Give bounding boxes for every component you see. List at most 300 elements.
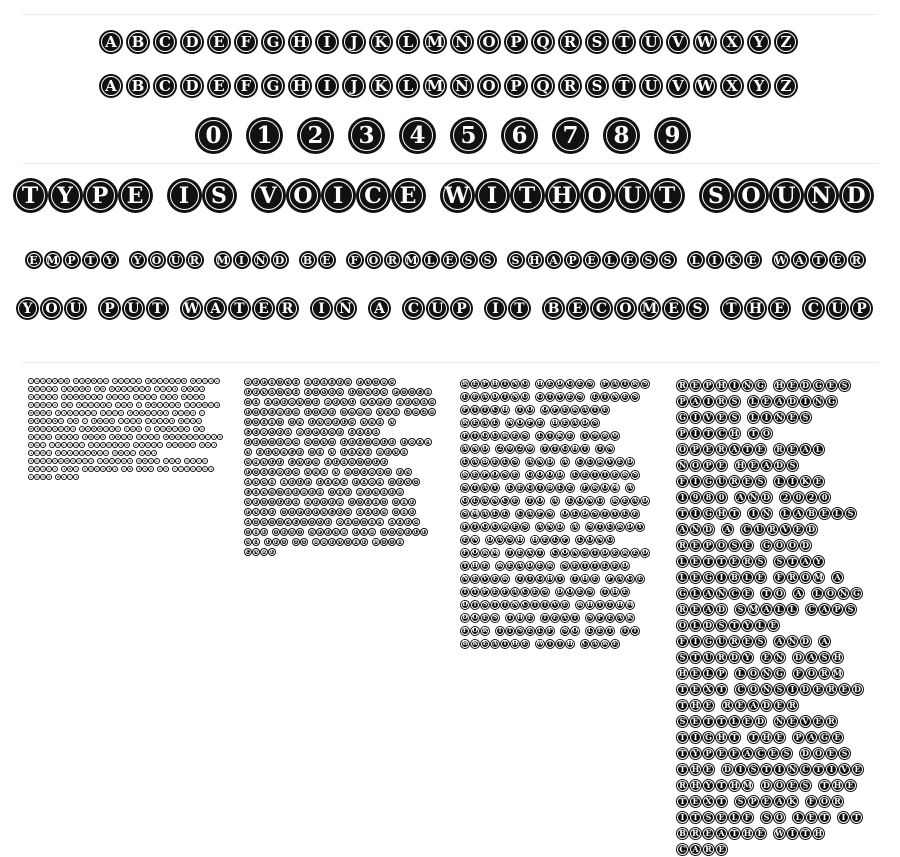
glyph-letter: S — [511, 253, 520, 267]
badge-glyph — [773, 459, 786, 472]
badge-glyph — [630, 392, 640, 402]
glyph-letter: O — [679, 620, 686, 630]
badge-glyph — [460, 251, 478, 269]
specimen-word — [112, 377, 142, 385]
glyph-letter: A — [262, 458, 266, 465]
badge-glyph — [480, 444, 490, 454]
glyph-letter: T — [56, 450, 60, 455]
badge-glyph — [480, 418, 490, 428]
badge-glyph — [676, 427, 689, 440]
glyph-letter: I — [78, 458, 80, 463]
specimen-word — [100, 409, 124, 417]
glyph-letter: L — [56, 410, 60, 415]
badge-glyph — [837, 587, 850, 600]
glyph-letter: H — [691, 700, 700, 710]
badge-glyph — [316, 418, 324, 426]
glyph-letter: K — [557, 431, 563, 439]
glyph-letter: T — [68, 418, 72, 423]
glyph-letter: L — [731, 716, 738, 726]
specimen-word — [460, 390, 530, 403]
glyph-letter: I — [178, 182, 190, 209]
glyph-letter: R — [828, 684, 835, 694]
glyph-letter: R — [301, 488, 307, 495]
glyph-letter: L — [731, 812, 738, 822]
glyph-letter: A — [158, 418, 162, 423]
glyph-letter: C — [737, 684, 744, 694]
glyph-letter: C — [718, 428, 725, 438]
glyph-letter: E — [98, 378, 102, 383]
specimen-word — [676, 665, 728, 681]
glyph-letter: R — [74, 466, 78, 471]
glyph-letter: E — [833, 253, 842, 267]
glyph-letter: H — [269, 418, 275, 425]
glyph-letter: S — [587, 379, 593, 387]
glyph-letter: H — [253, 528, 259, 535]
specimen-word — [687, 251, 763, 269]
glyph-letter: L — [572, 509, 578, 517]
glyph-letter: G — [329, 378, 335, 385]
glyph-letter: E — [582, 470, 588, 478]
glyph-letter: S — [155, 458, 159, 463]
glyph-letter: T — [101, 442, 105, 447]
glyph-letter: S — [841, 748, 848, 758]
glyph-letter: R — [472, 639, 478, 647]
badge-glyph — [460, 431, 470, 441]
glyph-letter: I — [69, 394, 71, 399]
glyph-letter: N — [512, 600, 518, 608]
badge-glyph — [368, 418, 376, 426]
glyph-letter: A — [612, 379, 618, 387]
glyph-letter: R — [482, 626, 488, 634]
paragraph-column-medium — [244, 377, 441, 635]
badge-glyph — [760, 651, 773, 664]
badge-glyph — [774, 30, 798, 54]
glyph-letter: L — [270, 458, 274, 465]
badge-glyph — [376, 468, 384, 476]
badge-glyph — [805, 667, 818, 680]
glyph-letter: H — [587, 600, 593, 608]
badge-glyph — [805, 811, 818, 824]
badge-glyph — [570, 405, 580, 415]
badge-glyph — [545, 626, 555, 636]
specimen-word — [484, 297, 532, 320]
glyph-letter: P — [91, 182, 109, 209]
glyph-letter: E — [330, 538, 334, 545]
glyph-letter: I — [492, 300, 499, 317]
glyph-letter: C — [53, 418, 57, 423]
glyph-letter: P — [705, 460, 712, 470]
glyph-letter: E — [567, 392, 573, 400]
badge-glyph — [812, 555, 825, 568]
badge-glyph — [535, 522, 545, 532]
glyph-letter: T — [607, 626, 613, 634]
badge-glyph — [412, 518, 420, 526]
specimen-word — [82, 433, 106, 441]
badge-glyph — [728, 443, 741, 456]
specimen-word — [747, 729, 786, 745]
specimen-word — [575, 455, 635, 468]
badge-glyph — [792, 731, 805, 744]
glyph-letter: I — [486, 182, 498, 209]
glyph-letter: R — [679, 604, 686, 614]
glyph-letter: E — [330, 498, 334, 505]
glyph-letter: A — [394, 448, 398, 455]
badge-glyph — [376, 478, 384, 486]
badge-glyph — [520, 522, 530, 532]
glyph-letter: H — [206, 442, 210, 447]
specimen-word — [376, 447, 408, 457]
badge-glyph — [610, 470, 620, 480]
specimen-word — [304, 387, 344, 397]
badge-glyph — [515, 548, 525, 558]
badge-glyph — [600, 405, 610, 415]
glyph-letter: E — [314, 498, 318, 505]
glyph-letter: L — [92, 418, 96, 423]
glyph-letter: L — [492, 509, 498, 517]
glyph-letter: D — [757, 716, 764, 726]
badge-glyph — [342, 74, 366, 98]
badge-glyph — [252, 378, 260, 386]
badge-glyph — [380, 508, 388, 516]
badge-glyph — [570, 522, 580, 532]
glyph-letter: H — [512, 639, 518, 647]
specimen-word — [676, 489, 728, 505]
badge-glyph — [332, 398, 340, 406]
badge-glyph — [585, 457, 595, 467]
badge-glyph — [505, 418, 515, 428]
badge-glyph — [600, 587, 610, 597]
badge-glyph — [585, 74, 609, 98]
glyph-letter: O — [110, 386, 114, 391]
specimen-word — [676, 569, 767, 585]
badge-glyph — [659, 251, 677, 269]
glyph-letter: D — [317, 488, 323, 495]
badge-glyph — [312, 538, 320, 546]
badge-glyph — [565, 392, 575, 402]
glyph-letter: K — [341, 528, 347, 535]
badge-glyph — [715, 731, 728, 744]
glyph-letter: N — [305, 498, 311, 505]
glyph-letter: K — [374, 32, 388, 51]
badge-glyph — [460, 587, 470, 597]
badge-glyph — [760, 811, 773, 824]
specimen-word — [61, 385, 91, 393]
badge-glyph — [689, 747, 702, 760]
glyph-letter: N — [762, 508, 771, 518]
glyph-letter: H — [47, 378, 51, 383]
glyph-letter: 1 — [342, 408, 346, 415]
badge-glyph — [324, 528, 332, 536]
glyph-letter: D — [763, 780, 770, 790]
glyph-letter: A — [86, 450, 90, 455]
glyph-letter: E — [152, 450, 156, 455]
badge-glyph — [799, 539, 812, 552]
badge-glyph — [676, 763, 689, 776]
badge-glyph — [689, 475, 702, 488]
badge-glyph — [728, 571, 741, 584]
glyph-letter: A — [62, 442, 66, 447]
glyph-letter: I — [803, 396, 808, 406]
badge-glyph — [550, 405, 560, 415]
glyph-letter: E — [119, 442, 123, 447]
glyph-letter: E — [522, 639, 528, 647]
glyph-letter: E — [41, 442, 45, 447]
glyph-letter: B — [325, 418, 331, 425]
glyph-letter: I — [114, 394, 116, 399]
specimen-word — [515, 507, 555, 520]
badge-glyph — [585, 600, 595, 610]
specimen-word — [676, 825, 767, 841]
glyph-letter: L — [402, 76, 414, 95]
badge-glyph — [315, 74, 339, 98]
badge-glyph — [812, 747, 825, 760]
glyph-letter: O — [572, 626, 578, 634]
glyph-letter: N — [691, 524, 700, 534]
badge-glyph — [720, 297, 743, 320]
badge-glyph — [252, 251, 270, 269]
badge-glyph — [129, 251, 147, 269]
badge-glyph — [172, 394, 178, 400]
badge-glyph — [545, 431, 555, 441]
glyph-letter: D — [125, 442, 129, 447]
glyph-letter: U — [718, 476, 725, 486]
badge-glyph — [654, 117, 691, 154]
specimen-word — [721, 697, 799, 713]
glyph-letter: A — [795, 508, 802, 518]
badge-glyph — [252, 458, 260, 466]
badge-glyph — [252, 428, 260, 436]
badge-glyph — [490, 405, 500, 415]
glyph-letter: S — [587, 613, 593, 621]
glyph-letter: Y — [492, 483, 498, 491]
glyph-letter: P — [104, 300, 115, 317]
badge-glyph — [590, 561, 600, 571]
glyph-letter: E — [101, 466, 105, 471]
badge-glyph — [676, 699, 689, 712]
badge-glyph — [360, 538, 368, 546]
glyph-letter: U — [361, 468, 367, 475]
badge-glyph — [570, 418, 580, 428]
glyph-letter: I — [36, 474, 38, 479]
badge-glyph — [372, 378, 380, 386]
glyph-letter: L — [776, 604, 783, 614]
paragraph-text-xlarge — [676, 377, 874, 857]
badge-glyph — [477, 74, 501, 98]
specimen-word — [256, 447, 304, 457]
badge-glyph — [689, 539, 702, 552]
specimen-word — [244, 547, 276, 557]
glyph-letter: F — [80, 450, 84, 455]
glyph-letter: A — [41, 418, 45, 423]
glyph-letter: T — [592, 470, 598, 478]
glyph-letter: T — [152, 300, 163, 317]
specimen-word — [199, 441, 217, 449]
badge-glyph — [650, 178, 685, 213]
glyph-letter: Y — [57, 182, 73, 209]
badge-glyph — [364, 458, 372, 466]
badge-glyph — [470, 639, 480, 649]
badge-glyph — [640, 251, 658, 269]
badge-glyph — [605, 457, 615, 467]
glyph-letter: U — [127, 300, 140, 317]
glyph-letter: D — [582, 509, 588, 517]
badge-glyph — [565, 431, 575, 441]
specimen-word — [676, 505, 741, 521]
glyph-letter: T — [718, 556, 725, 566]
badge-glyph — [148, 251, 166, 269]
badge-glyph — [368, 528, 376, 536]
glyph-letter: T — [802, 828, 809, 838]
glyph-letter: L — [757, 620, 764, 630]
glyph-letter: T — [692, 812, 699, 822]
specimen-word — [28, 449, 52, 457]
glyph-letter: A — [134, 386, 138, 391]
paragraph-text-small — [28, 377, 226, 481]
badge-glyph — [127, 434, 133, 440]
glyph-letter: 8 — [705, 492, 712, 502]
glyph-letter: E — [399, 182, 417, 209]
specimen-word — [676, 633, 767, 649]
glyph-letter: T — [705, 428, 712, 438]
glyph-letter: O — [317, 448, 323, 455]
badge-glyph — [728, 507, 741, 520]
glyph-letter: L — [342, 448, 346, 455]
glyph-letter: N — [176, 434, 180, 439]
badge-glyph — [741, 651, 754, 664]
specimen-word — [676, 441, 767, 457]
badge-glyph — [276, 378, 284, 386]
badge-glyph — [741, 379, 754, 392]
badge-glyph — [773, 603, 786, 616]
badge-glyph — [676, 395, 689, 408]
glyph-letter: E — [776, 732, 783, 742]
badge-glyph — [734, 178, 769, 213]
badge-glyph — [52, 394, 58, 400]
glyph-letter: L — [266, 448, 270, 455]
glyph-letter: G — [357, 438, 363, 445]
glyph-letter: E — [270, 508, 274, 515]
glyph-letter: Y — [386, 468, 390, 475]
glyph-letter: L — [679, 556, 686, 566]
badge-glyph — [304, 428, 312, 436]
glyph-letter: E — [215, 402, 219, 407]
glyph-letter: O — [45, 300, 58, 317]
badge-glyph — [786, 795, 799, 808]
badge-glyph — [300, 538, 308, 546]
glyph-letter: H — [269, 378, 275, 385]
badge-glyph — [392, 508, 400, 516]
badge-glyph — [844, 603, 857, 616]
badge-glyph — [595, 496, 605, 506]
glyph-letter: L — [577, 535, 583, 543]
badge-glyph — [348, 408, 356, 416]
specimen-word — [280, 477, 312, 487]
glyph-letter: U — [167, 426, 171, 431]
glyph-letter: O — [492, 470, 498, 478]
glyph-letter: Y — [637, 522, 643, 530]
glyph-letter: T — [350, 498, 354, 505]
badge-glyph — [490, 418, 500, 428]
badge-glyph — [689, 667, 702, 680]
badge-glyph — [272, 528, 280, 536]
glyph-letter: S — [737, 604, 744, 614]
glyph-letter: U — [80, 394, 84, 399]
glyph-letter: I — [503, 392, 507, 400]
glyph-letter: I — [777, 764, 782, 774]
badge-glyph — [829, 251, 847, 269]
glyph-letter: S — [47, 426, 51, 431]
badge-glyph — [244, 488, 252, 496]
badge-glyph — [747, 507, 760, 520]
glyph-letter: I — [36, 458, 38, 463]
glyph-letter: H — [762, 732, 771, 742]
glyph-letter: O — [802, 572, 809, 582]
badge-glyph — [689, 379, 702, 392]
specimen-word — [28, 441, 46, 449]
glyph-letter: R — [776, 444, 783, 454]
glyph-letter: B — [313, 538, 319, 545]
badge-glyph — [312, 458, 320, 466]
specimen-word — [376, 407, 400, 417]
badge-glyph — [799, 411, 812, 424]
glyph-letter: L — [278, 498, 282, 505]
glyph-letter: M — [626, 600, 634, 608]
badge-glyph — [734, 459, 747, 472]
badge-glyph — [786, 683, 799, 696]
badge-glyph — [590, 392, 600, 402]
glyph-letter: H — [617, 600, 623, 608]
specimen-word — [288, 417, 304, 427]
glyph-letter: C — [802, 764, 809, 774]
glyph-letter: I — [473, 600, 477, 608]
glyph-letter: A — [254, 478, 258, 485]
badge-glyph — [199, 386, 205, 392]
specimen-word — [346, 251, 498, 269]
specimen-word — [195, 117, 705, 154]
glyph-letter: R — [277, 468, 283, 475]
glyph-letter: N — [361, 398, 367, 405]
glyph-letter: B — [173, 466, 177, 471]
badge-glyph — [510, 600, 520, 610]
glyph-letter: H — [425, 388, 431, 395]
glyph-letter: T — [21, 182, 39, 209]
badge-glyph — [268, 518, 276, 526]
specimen-word — [505, 546, 545, 559]
glyph-letter: T — [679, 748, 686, 758]
glyph-letter: A — [572, 418, 578, 426]
specimen-word — [25, 251, 120, 269]
glyph-letter: N — [814, 396, 823, 406]
badge-glyph — [614, 297, 637, 320]
glyph-letter: O — [143, 458, 147, 463]
glyph-letter: F — [731, 748, 738, 758]
badge-glyph — [316, 488, 324, 496]
glyph-letter: M — [814, 572, 823, 582]
badge-glyph — [590, 431, 600, 441]
glyph-letter: D — [113, 450, 117, 455]
glyph-letter: T — [679, 684, 686, 694]
glyph-letter: K — [789, 796, 796, 806]
glyph-letter: N — [788, 764, 797, 774]
glyph-letter: P — [679, 396, 686, 406]
glyph-letter: E — [346, 488, 350, 495]
badge-glyph — [542, 297, 565, 320]
badge-glyph — [773, 571, 786, 584]
badge-glyph — [288, 418, 296, 426]
specimen-word — [460, 533, 480, 546]
badge-glyph — [689, 395, 702, 408]
specimen-word — [109, 385, 151, 393]
